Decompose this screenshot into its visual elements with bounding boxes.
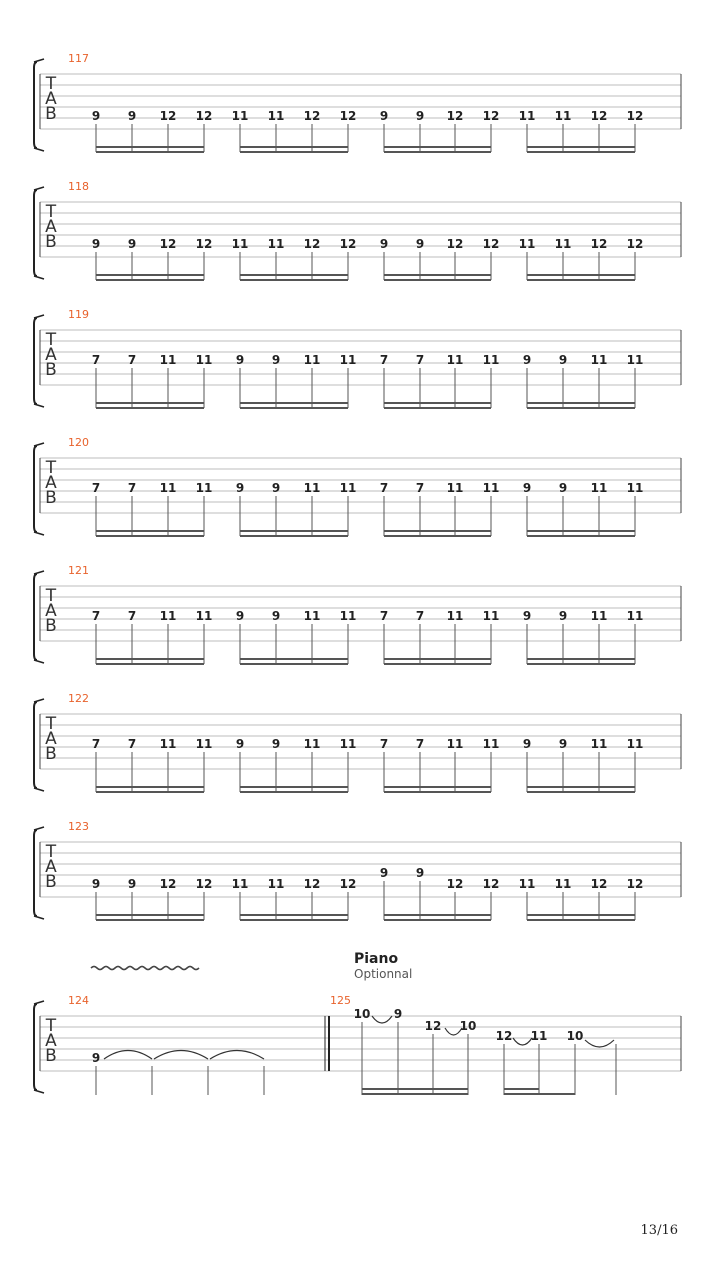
fret-number: 10 bbox=[459, 1019, 477, 1033]
fret-number: 11 bbox=[518, 237, 536, 251]
fret-number: 9 bbox=[415, 866, 425, 880]
fret-number: 9 bbox=[91, 237, 101, 251]
fret-number: 11 bbox=[159, 353, 177, 367]
fret-number: 12 bbox=[590, 877, 608, 891]
fret-number: 10 bbox=[566, 1029, 584, 1043]
bracket-bottom-hook bbox=[34, 1090, 44, 1093]
fret-number: 9 bbox=[558, 609, 568, 623]
fret-number: 9 bbox=[127, 237, 137, 251]
fret-number: 11 bbox=[231, 109, 249, 123]
fret-number: 9 bbox=[91, 109, 101, 123]
fret-number: 12 bbox=[482, 877, 500, 891]
bracket-top-hook bbox=[34, 571, 44, 574]
tab-clef-letter: A bbox=[45, 1031, 57, 1051]
bracket-top-hook bbox=[34, 315, 44, 318]
fret-number: 11 bbox=[482, 609, 500, 623]
page-number: 13/16 bbox=[640, 1223, 678, 1238]
fret-number: 9 bbox=[235, 737, 245, 751]
bracket-top-hook bbox=[34, 1001, 44, 1004]
fret-number: 11 bbox=[446, 737, 464, 751]
fret-number: 11 bbox=[590, 609, 608, 623]
measure-number: 125 bbox=[330, 994, 351, 1007]
tab-system-123 bbox=[34, 820, 681, 920]
fret-number: 11 bbox=[626, 353, 644, 367]
tab-clef-letter: B bbox=[45, 872, 57, 892]
tab-clef-letter: B bbox=[45, 488, 57, 508]
tab-system-117 bbox=[34, 52, 681, 152]
tab-clef-letter: T bbox=[45, 330, 57, 350]
fret-number: 11 bbox=[554, 237, 572, 251]
fret-number: 12 bbox=[482, 109, 500, 123]
fret-number: 11 bbox=[159, 737, 177, 751]
fret-number: 9 bbox=[127, 109, 137, 123]
fret-number: 7 bbox=[127, 481, 137, 495]
fret-number: 9 bbox=[415, 109, 425, 123]
fret-number: 9 bbox=[522, 353, 532, 367]
measure-number: 119 bbox=[68, 308, 89, 321]
fret-number: 11 bbox=[446, 609, 464, 623]
fret-number: 7 bbox=[379, 353, 389, 367]
tab-system-121 bbox=[34, 564, 681, 664]
fret-number: 7 bbox=[379, 609, 389, 623]
fret-number: 12 bbox=[159, 877, 177, 891]
fret-number: 11 bbox=[195, 609, 213, 623]
fret-number: 12 bbox=[339, 877, 357, 891]
fret-number: 12 bbox=[159, 109, 177, 123]
tab-clef-letter: A bbox=[45, 217, 57, 237]
fret-number: 11 bbox=[482, 737, 500, 751]
bracket-bottom-hook bbox=[34, 532, 44, 535]
fret-number: 9 bbox=[522, 609, 532, 623]
fret-number: 11 bbox=[339, 737, 357, 751]
fret-number: 11 bbox=[339, 481, 357, 495]
fret-number: 9 bbox=[235, 609, 245, 623]
fret-number: 11 bbox=[446, 481, 464, 495]
fret-number: 11 bbox=[446, 353, 464, 367]
fret-number: 12 bbox=[626, 109, 644, 123]
fret-number: 12 bbox=[195, 237, 213, 251]
system-bracket bbox=[34, 574, 37, 660]
fret-number: 7 bbox=[379, 737, 389, 751]
fret-number: 9 bbox=[91, 877, 101, 891]
fret-number: 9 bbox=[522, 481, 532, 495]
bracket-bottom-hook bbox=[34, 148, 44, 151]
slur-arc bbox=[585, 1040, 614, 1047]
fret-number: 11 bbox=[267, 877, 285, 891]
fret-number: 11 bbox=[554, 877, 572, 891]
tab-clef-letter: T bbox=[45, 458, 57, 478]
fret-number: 7 bbox=[127, 737, 137, 751]
fret-number: 11 bbox=[626, 481, 644, 495]
measure-number: 117 bbox=[68, 52, 89, 65]
fret-number: 9 bbox=[558, 737, 568, 751]
fret-number: 11 bbox=[195, 481, 213, 495]
fret-number: 11 bbox=[231, 237, 249, 251]
fret-number: 11 bbox=[482, 481, 500, 495]
fret-number: 12 bbox=[339, 237, 357, 251]
bracket-top-hook bbox=[34, 827, 44, 830]
fret-number: 7 bbox=[415, 609, 425, 623]
tab-clef-letter: T bbox=[45, 586, 57, 606]
tab-clef-letter: T bbox=[45, 842, 57, 862]
fret-number: 9 bbox=[415, 237, 425, 251]
system-bracket bbox=[34, 1004, 37, 1090]
tab-system-124-125 bbox=[34, 951, 681, 1095]
measure-number: 121 bbox=[68, 564, 89, 577]
fret-number: 11 bbox=[518, 109, 536, 123]
tab-clef-letter: B bbox=[45, 616, 57, 636]
fret-number: 9 bbox=[271, 609, 281, 623]
tab-clef-letter: B bbox=[45, 744, 57, 764]
fret-number: 11 bbox=[590, 353, 608, 367]
fret-number: 11 bbox=[231, 877, 249, 891]
fret-number: 12 bbox=[159, 237, 177, 251]
fret-number: 12 bbox=[590, 109, 608, 123]
fret-number: 9 bbox=[393, 1007, 403, 1021]
fret-number: 7 bbox=[415, 353, 425, 367]
fret-number: 9 bbox=[558, 481, 568, 495]
measure-number: 122 bbox=[68, 692, 89, 705]
fret-number: 12 bbox=[590, 237, 608, 251]
measure-number: 123 bbox=[68, 820, 89, 833]
tab-system-119 bbox=[34, 308, 681, 408]
tie-arc bbox=[210, 1051, 264, 1060]
fret-number: 11 bbox=[482, 353, 500, 367]
fret-number: 12 bbox=[303, 109, 321, 123]
fret-number: 7 bbox=[91, 353, 101, 367]
fret-number: 11 bbox=[530, 1029, 548, 1043]
fret-number: 9 bbox=[522, 737, 532, 751]
tab-clef-letter: A bbox=[45, 345, 57, 365]
bracket-bottom-hook bbox=[34, 660, 44, 663]
measure-number: 120 bbox=[68, 436, 89, 449]
fret-number: 9 bbox=[271, 737, 281, 751]
fret-number: 12 bbox=[303, 237, 321, 251]
fret-number: 7 bbox=[91, 737, 101, 751]
tab-system-120 bbox=[34, 436, 681, 536]
tab-clef-letter: A bbox=[45, 473, 57, 493]
system-bracket bbox=[34, 318, 37, 404]
fret-number: 7 bbox=[379, 481, 389, 495]
fret-number: 9 bbox=[271, 353, 281, 367]
fret-number: 9 bbox=[127, 877, 137, 891]
bracket-top-hook bbox=[34, 187, 44, 190]
fret-number: 11 bbox=[339, 353, 357, 367]
tab-clef-letter: B bbox=[45, 104, 57, 124]
tab-system-118 bbox=[34, 180, 681, 280]
fret-number: 11 bbox=[303, 609, 321, 623]
tab-clef-letter: A bbox=[45, 857, 57, 877]
tab-clef-letter: T bbox=[45, 202, 57, 222]
fret-number: 11 bbox=[626, 737, 644, 751]
fret-number: 9 bbox=[379, 109, 389, 123]
bracket-bottom-hook bbox=[34, 276, 44, 279]
fret-number: 9 bbox=[91, 1051, 101, 1065]
tab-clef-letter: A bbox=[45, 89, 57, 109]
fret-number: 11 bbox=[590, 737, 608, 751]
fret-number: 9 bbox=[235, 353, 245, 367]
fret-number: 7 bbox=[127, 609, 137, 623]
fret-number: 11 bbox=[159, 481, 177, 495]
fret-number: 12 bbox=[626, 877, 644, 891]
fret-number: 11 bbox=[626, 609, 644, 623]
tab-clef-letter: T bbox=[45, 74, 57, 94]
fret-number: 12 bbox=[424, 1019, 442, 1033]
fret-number: 11 bbox=[267, 237, 285, 251]
tab-clef-letter: A bbox=[45, 729, 57, 749]
fret-number: 9 bbox=[379, 237, 389, 251]
system-bracket bbox=[34, 702, 37, 788]
system-bracket bbox=[34, 62, 37, 148]
fret-number: 9 bbox=[379, 866, 389, 880]
fret-number: 12 bbox=[446, 877, 464, 891]
fret-number: 10 bbox=[353, 1007, 371, 1021]
tie-arc bbox=[104, 1051, 152, 1060]
fret-number: 9 bbox=[235, 481, 245, 495]
fret-number: 12 bbox=[339, 109, 357, 123]
slur-arc bbox=[372, 1016, 392, 1023]
fret-number: 12 bbox=[195, 109, 213, 123]
fret-number: 11 bbox=[195, 737, 213, 751]
fret-number: 11 bbox=[590, 481, 608, 495]
bracket-bottom-hook bbox=[34, 916, 44, 919]
fret-number: 12 bbox=[495, 1029, 513, 1043]
fret-number: 7 bbox=[91, 609, 101, 623]
fret-number: 12 bbox=[303, 877, 321, 891]
fret-number: 7 bbox=[127, 353, 137, 367]
fret-number: 9 bbox=[558, 353, 568, 367]
tab-system-122 bbox=[34, 692, 681, 792]
bracket-bottom-hook bbox=[34, 404, 44, 407]
instrument-name: Piano bbox=[354, 951, 399, 967]
system-bracket bbox=[34, 446, 37, 532]
tab-clef-letter: B bbox=[45, 360, 57, 380]
slur-arc bbox=[513, 1038, 532, 1045]
bracket-top-hook bbox=[34, 59, 44, 62]
fret-number: 12 bbox=[446, 109, 464, 123]
fret-number: 12 bbox=[626, 237, 644, 251]
vibrato-mark bbox=[91, 967, 199, 970]
fret-number: 7 bbox=[415, 737, 425, 751]
fret-number: 12 bbox=[446, 237, 464, 251]
fret-number: 11 bbox=[339, 609, 357, 623]
fret-number: 9 bbox=[271, 481, 281, 495]
instrument-note: Optionnal bbox=[354, 967, 413, 981]
fret-number: 12 bbox=[195, 877, 213, 891]
fret-number: 11 bbox=[518, 877, 536, 891]
tab-clef-letter: T bbox=[45, 714, 57, 734]
tie-arc bbox=[154, 1051, 208, 1060]
fret-number: 11 bbox=[195, 353, 213, 367]
bracket-top-hook bbox=[34, 443, 44, 446]
tab-clef-letter: A bbox=[45, 601, 57, 621]
fret-number: 7 bbox=[415, 481, 425, 495]
fret-number: 11 bbox=[554, 109, 572, 123]
fret-number: 11 bbox=[303, 353, 321, 367]
system-bracket bbox=[34, 190, 37, 276]
tab-clef-letter: B bbox=[45, 1046, 57, 1066]
fret-number: 11 bbox=[303, 481, 321, 495]
tab-clef-letter: T bbox=[45, 1016, 57, 1036]
fret-number: 7 bbox=[91, 481, 101, 495]
fret-number: 11 bbox=[267, 109, 285, 123]
fret-number: 11 bbox=[303, 737, 321, 751]
system-bracket bbox=[34, 830, 37, 916]
bracket-top-hook bbox=[34, 699, 44, 702]
fret-number: 12 bbox=[482, 237, 500, 251]
bracket-bottom-hook bbox=[34, 788, 44, 791]
measure-number: 124 bbox=[68, 994, 89, 1007]
fret-number: 11 bbox=[159, 609, 177, 623]
measure-number: 118 bbox=[68, 180, 89, 193]
tab-clef-letter: B bbox=[45, 232, 57, 252]
